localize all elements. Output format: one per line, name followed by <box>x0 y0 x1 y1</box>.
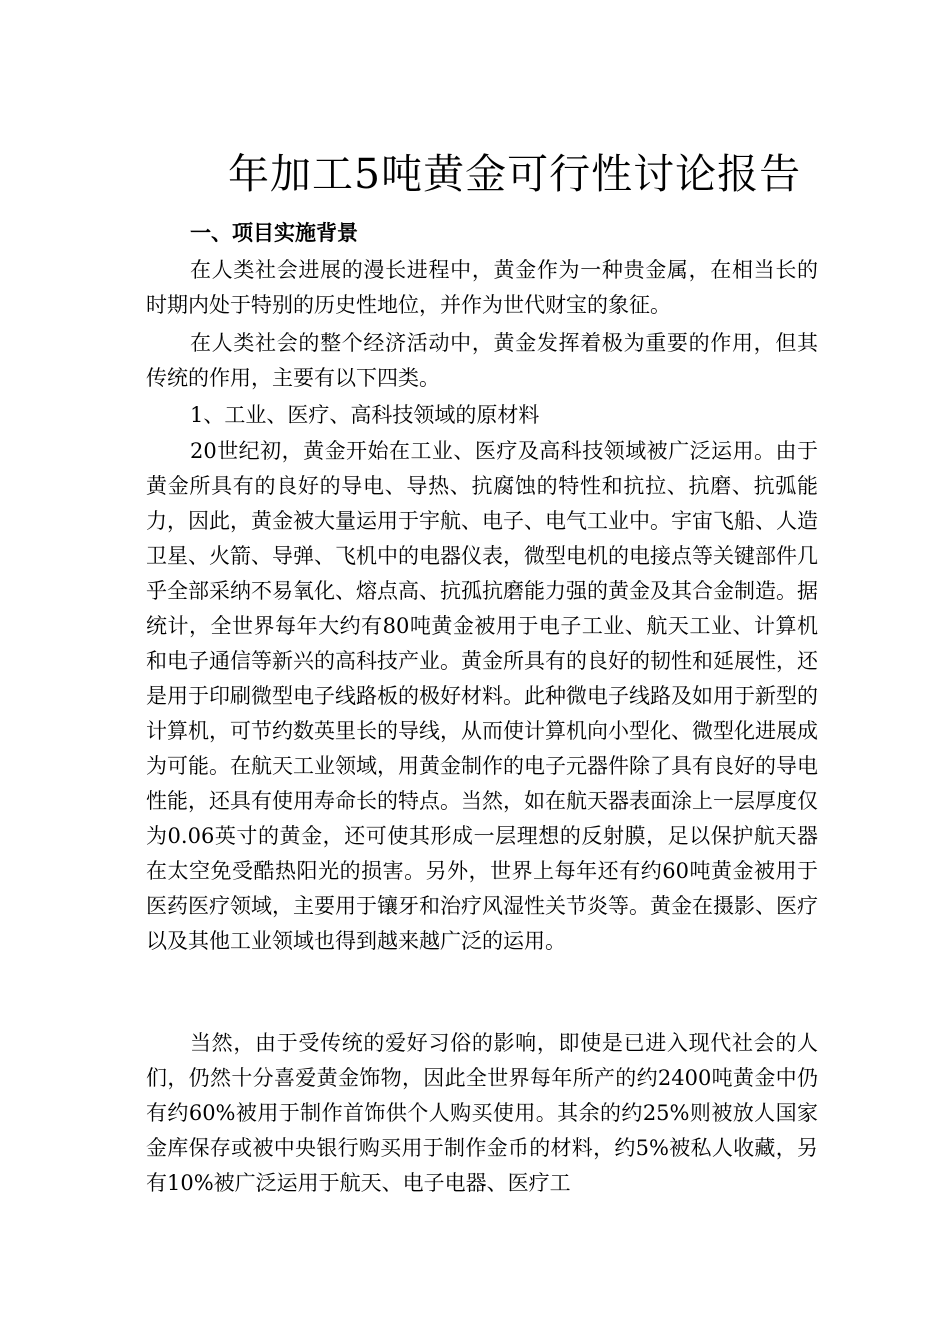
paragraph-role: 在人类社会的整个经济活动中，黄金发挥着极为重要的作用，但其传统的作用，主要有以下四类。 <box>146 331 818 390</box>
section-heading: 一、项目实施背景 <box>190 220 358 245</box>
document-title: 年加工5吨黄金可行性讨论报告 <box>228 150 802 198</box>
paragraph-jewelry-use: 当然，由于受传统的爱好习俗的影响，即使是已进入现代社会的人们，仍然十分喜爱黄金饰物，因此全世界每年所产的约2400吨黄金中仍有约60%被用于制作首饰供个人购买使用。其余的约25%则被放人国家金库保存或被中央银行购买用于制作金币的材料，约5%被私人收藏，另有10%被广泛运用于航天、电子电器、医疗工 <box>146 1031 818 1195</box>
paragraph-industrial-use: 20世纪初，黄金开始在工业、医疗及高科技领域被广泛运用。由于黄金所具有的良好的导电、导热、抗腐蚀的特性和抗拉、抗磨、抗弧能力，因此，黄金被大量运用于宇航、电子、电气工业中。宇宙飞船、人造卫星、火箭、导弹、飞机中的电器仪表，微型电机的电接点等关键部件几乎全部采纳不易氧化、熔点高、抗孤抗磨能力强的黄金及其合金制造。据统计，全世界每年大约有80吨黄金被用于电子工业、航天工业、计算机和电子通信等新兴的高科技产业。黄金所具有的良好的韧性和延展性，还是用于印刷微型电子线路板的极好材料。此种微电子线路及如用于新型的计算机，可节约数英里长的导线，从而使计算机向小型化、微型化进展成为可能。在航天工业领域，用黄金制作的电子元器件除了具有良好的导电性能，还具有使用寿命长的特点。当然，如在航天器表面涂上一层厚度仅为0.06英寸的黄金，还可使其形成一层理想的反射膜，足以保护航天器在太空免受酷热阳光的损害。另外，世界上每年还有约60吨黄金被用于医药医疗领域，主要用于镶牙和治疗风湿性关节炎等。黄金在摄影、医疗以及其他工业领域也得到越来越广泛的运用。 <box>146 439 818 953</box>
paragraph-subheading: 1、工业、医疗、高科技领域的原材料 <box>190 403 540 427</box>
paragraph-intro: 在人类社会进展的漫长进程中，黄金作为一种贵金属，在相当长的时期内处于特别的历史性地位，并作为世代财宝的象征。 <box>146 258 818 317</box>
